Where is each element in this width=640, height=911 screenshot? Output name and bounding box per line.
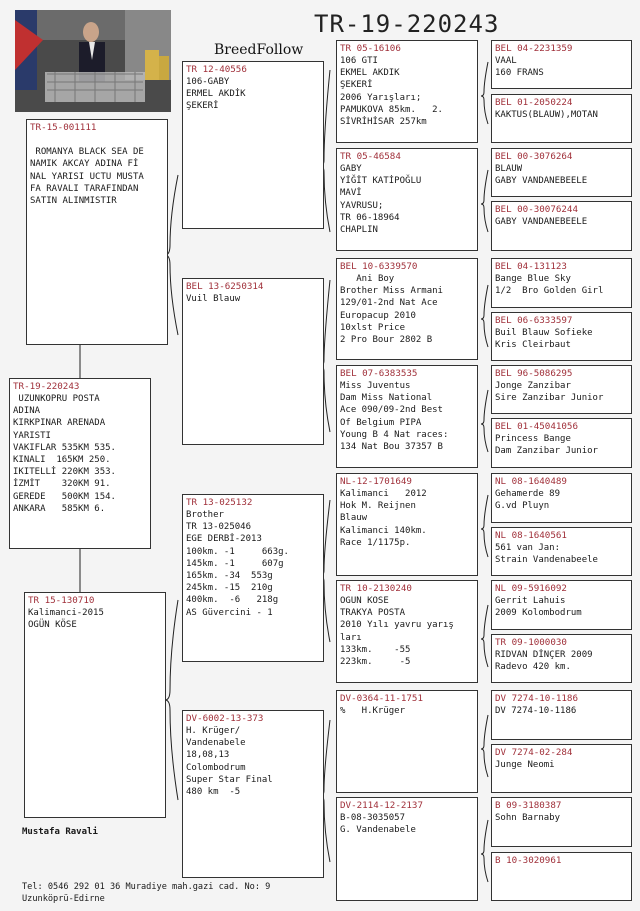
gen4-card[interactable] xyxy=(491,148,632,197)
ring-number: B 10-3020961 xyxy=(495,855,562,866)
gen4-card[interactable] xyxy=(491,258,632,308)
ring-number: TR 10-2130240 xyxy=(340,583,412,594)
gen2-card[interactable] xyxy=(182,61,324,229)
ring-number: BEL 10-6339570 xyxy=(340,261,418,272)
gen4-card[interactable] xyxy=(491,312,632,361)
gen4-card[interactable] xyxy=(491,744,632,793)
gen3-card[interactable] xyxy=(336,580,478,683)
card-notes: Buil Blauw Sofieke Kris Cleirbaut xyxy=(495,328,593,351)
card-notes: Brother TR 13-025046 EGE DERBİ-2013 100km. -1 663g. 145km. -1 607g 165km. -34 553g 245km. -15 210g 400km. -6 218g AS Güvercini - 1 xyxy=(186,510,289,618)
ring-number: TR 15-130710 xyxy=(28,595,95,606)
card-notes: Junge Neomi xyxy=(495,760,555,770)
gen2-card[interactable] xyxy=(182,710,324,878)
card-notes: DV 7274-10-1186 xyxy=(495,706,577,716)
gen4-card[interactable] xyxy=(491,634,632,683)
ring-number: TR 05-46584 xyxy=(340,151,401,162)
ring-number: B 09-3180387 xyxy=(495,800,562,811)
owner-contact: Tel: 0546 292 01 36 Muradiye mah.gazi cad. No: 9 Uzunköprü-Edirne xyxy=(22,882,271,904)
card-notes: H. Krüger/ Vandenabele 18,08,13 Colombodrum Super Star Final 480 km -5 xyxy=(186,726,273,798)
ring-number: NL 08-1640489 xyxy=(495,476,567,487)
card-notes: Jonge Zanzibar Sire Zanzibar Junior xyxy=(495,381,604,404)
card-notes: 561 van Jan: Strain Vandenabeele xyxy=(495,543,598,566)
ring-number: BEL 00-30076244 xyxy=(495,204,578,215)
ring-number: TR 05-16106 xyxy=(340,43,401,54)
ring-number: DV-2114-12-2137 xyxy=(340,800,423,811)
gen4-card[interactable] xyxy=(491,365,632,414)
card-notes: Miss Juventus Dam Miss National Ace 090/09-2nd Best Of Belgium PIPA Young B 4 Nat races: 134 Nat Bou 37357 B xyxy=(340,381,449,453)
card-notes: RIDVAN DİNÇER 2009 Radevo 420 km. xyxy=(495,650,593,673)
gen4-card[interactable] xyxy=(491,201,632,251)
card-notes: Kalimanci 2012 Hok M. Reijnen Blauw Kalimanci 140km. Race 1/1175p. xyxy=(340,489,427,548)
brand-logo-text: BreedFollow xyxy=(214,42,304,58)
gen2-card[interactable] xyxy=(182,494,324,662)
gen3-card[interactable] xyxy=(336,473,478,576)
card-notes: Kalimanci-2015 OGÜN KÖSE xyxy=(28,608,104,631)
gen4-card[interactable] xyxy=(491,94,632,143)
ring-number: BEL 01-45041056 xyxy=(495,421,578,432)
gen4-card[interactable] xyxy=(491,40,632,89)
ring-number: TR 13-025132 xyxy=(186,497,253,508)
card-notes: Princess Bange Dam Zanzibar Junior xyxy=(495,434,598,457)
card-notes: VAAL 160 FRANS xyxy=(495,56,544,79)
ring-number: BEL 04-131123 xyxy=(495,261,567,272)
ring-number: NL 08-1640561 xyxy=(495,530,567,541)
card-notes: B-08-3035057 G. Vandenabele xyxy=(340,813,416,836)
father-card[interactable] xyxy=(26,119,168,345)
gen4-card[interactable] xyxy=(491,473,632,523)
ring-number: NL-12-1701649 xyxy=(340,476,412,487)
ring-number: DV 7274-02-284 xyxy=(495,747,573,758)
card-notes: % H.Krüger xyxy=(340,706,406,716)
gen4-card[interactable] xyxy=(491,418,632,468)
ring-number: TR-19-220243 xyxy=(13,381,80,392)
card-notes: GABY YİĞİT KATİPOĞLU MAVİ YAVRUSU; TR 06-18964 CHAPLIN xyxy=(340,164,422,236)
card-notes: Bange Blue Sky 1/2 Bro Golden Girl xyxy=(495,274,604,297)
card-notes: 106-GABY ERMEL AKDİK ŞEKERİ xyxy=(186,77,246,112)
gen4-card[interactable] xyxy=(491,527,632,576)
gen4-card[interactable] xyxy=(491,580,632,630)
card-notes: GABY VANDANEBEELE xyxy=(495,217,588,227)
gen3-card[interactable] xyxy=(336,690,478,793)
ring-number: TR 09-1000030 xyxy=(495,637,567,648)
card-notes: Vuil Blauw xyxy=(186,294,241,304)
gen3-card[interactable] xyxy=(336,148,478,251)
card-notes: KAKTUS(BLAUW),MOTAN xyxy=(495,110,598,120)
mother-card[interactable] xyxy=(24,592,166,818)
owner-name: Mustafa Ravali xyxy=(22,827,98,837)
card-notes: Gehamerde 89 G.vd Pluyn xyxy=(495,489,561,512)
ring-number: BEL 96-5086295 xyxy=(495,368,573,379)
card-notes: Ani Boy Brother Miss Armani 129/01-2nd Nat Ace Europacup 2010 10xlst Price 2 Pro Bour 2802 B xyxy=(340,274,443,346)
ring-number: BEL 07-6383535 xyxy=(340,368,418,379)
card-notes: 106 GTI EKMEL AKDIK ŞEKERİ 2006 Yarışları; PAMUKOVA 85km. 2. SİVRİHİSAR 257km xyxy=(340,56,443,128)
ring-number: BEL 04-2231359 xyxy=(495,43,573,54)
card-notes: OGUN KOSE TRAKYA POSTA 2010 Yılı yavru yarış ları 133km. -55 223km. -5 xyxy=(340,596,454,668)
ring-number: DV-6002-13-373 xyxy=(186,713,264,724)
card-notes: UZUNKOPRU POSTA ADINA KIRKPINAR ARENADA YARISTI VAKIFLAR 535KM 535. KINALI 165KM 250. IKITELLİ 220KM 353. İZMİT 320KM 91. GEREDE 500KM 154. ANKARA 585KM 6. xyxy=(13,394,116,514)
gen3-card[interactable] xyxy=(336,365,478,468)
ring-number: TR-15-001111 xyxy=(30,122,97,133)
ring-number: BEL 00-3076264 xyxy=(495,151,573,162)
card-notes: Gerrit Lahuis 2009 Kolombodrum xyxy=(495,596,582,619)
ring-number: BEL 06-6333597 xyxy=(495,315,573,326)
gen3-card[interactable] xyxy=(336,40,478,143)
ring-number: DV-0364-11-1751 xyxy=(340,693,423,704)
gen4-card[interactable] xyxy=(491,690,632,740)
ring-number: NL 09-5916092 xyxy=(495,583,567,594)
ring-number: DV 7274-10-1186 xyxy=(495,693,578,704)
gen4-card[interactable] xyxy=(491,797,632,847)
subject-card[interactable] xyxy=(9,378,151,549)
card-notes: BLAUW GABY VANDANEBEELE xyxy=(495,164,588,187)
gen3-card[interactable] xyxy=(336,797,478,901)
ring-number: BEL 01-2050224 xyxy=(495,97,573,108)
page-title: TR-19-220243 xyxy=(314,10,500,38)
gen2-card[interactable] xyxy=(182,278,324,445)
ring-number: BEL 13-6250314 xyxy=(186,281,264,292)
card-notes: ROMANYA BLACK SEA DE NAMIK AKCAY ADINA Fİ NAL YARISI UCTU MUSTA FA RAVALI TARAFINDAN SATIN ALINMISTIR xyxy=(30,147,144,207)
gen3-card[interactable] xyxy=(336,258,478,360)
ring-number: TR 12-40556 xyxy=(186,64,247,75)
gen4-card[interactable] xyxy=(491,852,632,901)
card-notes: Sohn Barnaby xyxy=(495,813,561,823)
